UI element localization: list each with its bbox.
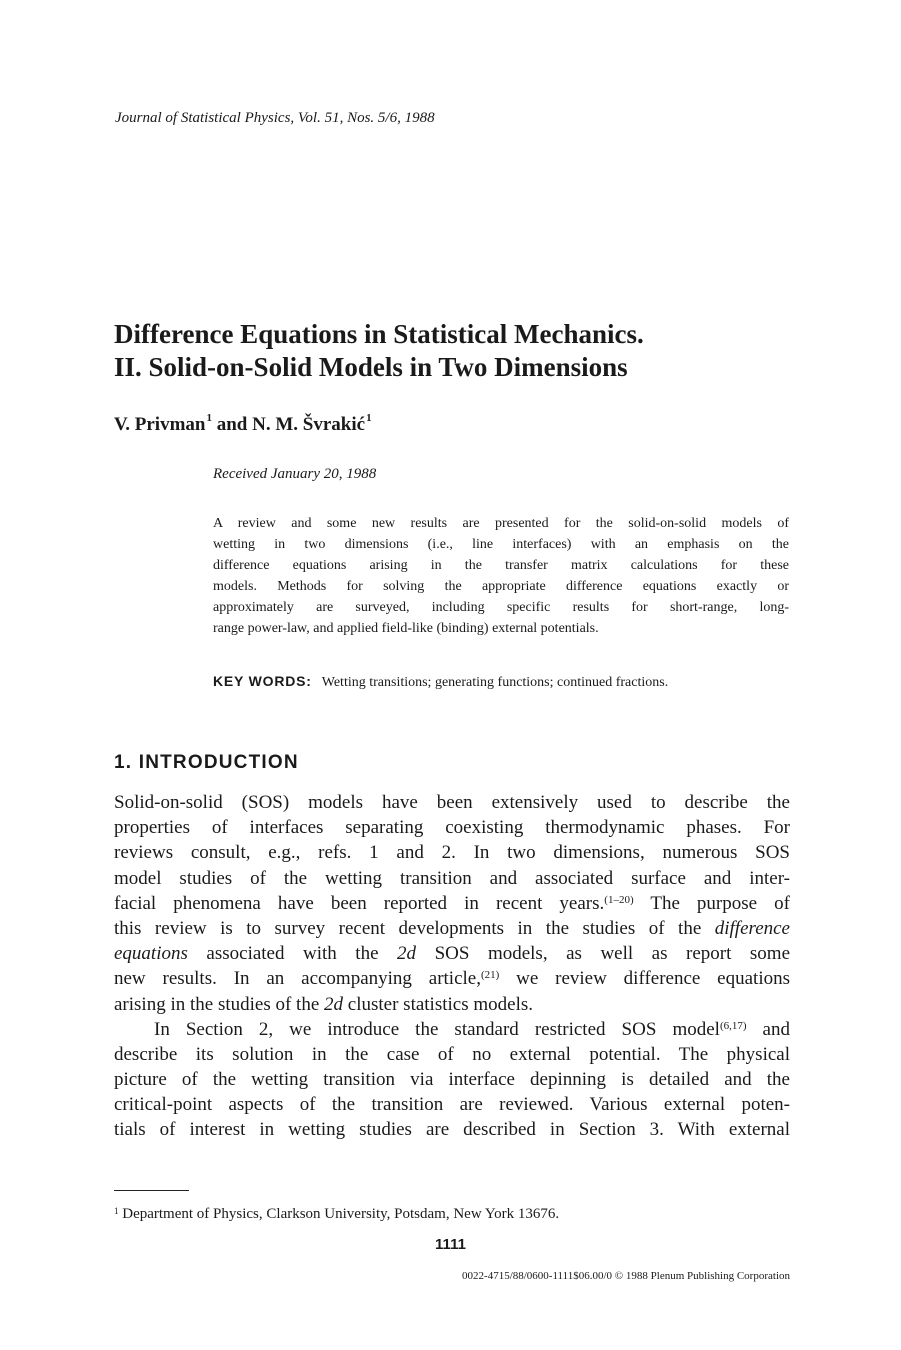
footnote-text: Department of Physics, Clarkson University, Potsdam, New York 13676.: [118, 1206, 560, 1222]
body-line: picture of the wetting transition via interface depinning is detailed and the: [114, 1069, 790, 1091]
body-line: model studies of the wetting transition and associated surface and inter-: [114, 867, 790, 889]
abstract: [213, 513, 789, 639]
paper-title: [114, 318, 814, 384]
section-heading: 1. INTRODUCTION: [114, 752, 299, 773]
footnote-mark: 1: [114, 1206, 119, 1216]
body-line: reviews consult, e.g., refs. 1 and 2. In two dimensions, numerous SOS: [114, 842, 790, 864]
author-1-affiliation-mark: 1: [206, 412, 212, 424]
body-line: Solid-on-solid (SOS) models have been extensively used to describe the: [114, 792, 790, 813]
abstract-line: models. Methods for solving the appropriate difference equations exactly or: [213, 579, 789, 594]
body-text-span: and: [746, 1018, 790, 1040]
emphasis: difference: [714, 917, 790, 939]
body-line: [114, 1017, 790, 1042]
emphasis: 2d: [397, 943, 417, 965]
body-line: [114, 966, 790, 991]
emphasis: equations: [114, 943, 188, 965]
body-line: properties of interfaces separating coexisting thermodynamic phases. For: [114, 817, 790, 839]
body-line: describe its solution in the case of no external potential. The physical: [114, 1043, 790, 1065]
citation-ref: (21): [480, 969, 500, 982]
journal-citation: Journal of Statistical Physics, Vol. 51, Nos. 5/6, 1988: [115, 110, 435, 126]
title-line-1: Difference Equations in Statistical Mechanics.: [114, 319, 644, 349]
body-text-span: arising in the studies of the: [114, 993, 325, 1015]
footnote: [114, 1206, 559, 1223]
body-line: [114, 916, 790, 941]
body-line: [114, 891, 790, 916]
author-1: V. Privman: [114, 414, 206, 435]
title-line-2: II. Solid-on-Solid Models in Two Dimensions: [114, 352, 628, 382]
abstract-line: A review and some new results are presented for the solid-on-solid models of: [213, 516, 789, 531]
body-text-span: The purpose of: [633, 892, 790, 914]
author-conjunction: and: [216, 414, 248, 435]
body-line: critical-point aspects of the transition are reviewed. Various external poten-: [114, 1094, 790, 1116]
abstract-line: approximately are surveyed, including specific results for short-range, long-: [213, 600, 789, 615]
body-text-span: In Section 2, we introduce the standard restricted SOS model: [154, 1018, 720, 1040]
body-text-span: facial phenomena have been reported in recent years.: [114, 892, 605, 914]
keywords-text: Wetting transitions; generating functions; continued fractions.: [321, 675, 669, 690]
body-line: [114, 941, 790, 966]
body-text-span: this review is to survey recent developments in the studies of the: [114, 917, 715, 939]
author-list: [114, 414, 372, 436]
page-number: 1111: [435, 1236, 466, 1253]
received-date: Received January 20, 1988: [213, 466, 377, 482]
emphasis: 2d: [324, 993, 344, 1015]
author-2-affiliation-mark: 1: [366, 412, 372, 424]
body-text-span: we review difference equations: [499, 968, 790, 990]
body-text: [114, 790, 790, 1143]
footnote-rule: [114, 1190, 189, 1191]
keywords: [213, 673, 793, 691]
body-line: tials of interest in wetting studies are described in Section 3. With external: [114, 1119, 790, 1141]
body-text-span: SOS models, as well as report some: [416, 943, 791, 965]
citation-ref: (6,17): [719, 1019, 747, 1032]
copyright-line: 0022-4715/88/0600-1111$06.00/0 © 1988 Plenum Publishing Corporation: [462, 1270, 790, 1282]
citation-ref: (1–20): [604, 893, 634, 906]
body-text-span: cluster statistics models.: [343, 993, 534, 1015]
abstract-line: range power-law, and applied field-like (binding) external potentials.: [213, 621, 599, 636]
abstract-line: wetting in two dimensions (i.e., line interfaces) with an emphasis on the: [213, 537, 789, 552]
body-text-span: new results. In an accompanying article,: [114, 968, 481, 990]
body-text-span: associated with the: [187, 943, 398, 965]
body-line: [114, 992, 790, 1017]
keywords-label: KEY WORDS:: [213, 673, 312, 689]
abstract-line: difference equations arising in the transfer matrix calculations for these: [213, 558, 789, 573]
author-2: N. M. Švrakić: [252, 414, 366, 435]
